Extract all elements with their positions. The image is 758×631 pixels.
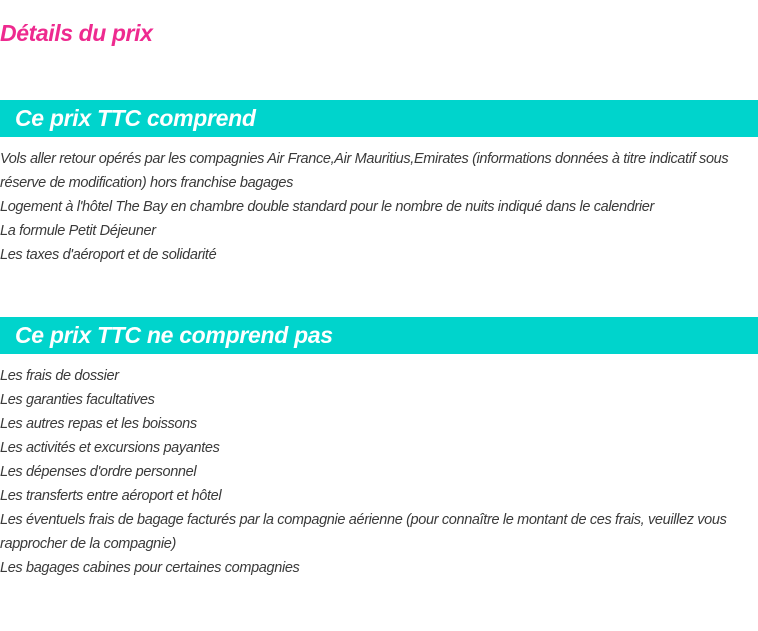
excluded-item-baggage-fees: Les éventuels frais de bagage facturés par la compagnie aérienne (pour connaître le montant de ces frais, veuillez vous rapprocher de la compagnie)	[0, 512, 727, 552]
excluded-item-meals-drinks: Les autres repas et les boissons	[0, 416, 197, 432]
excluded-section-title: Ce prix TTC ne comprend pas	[15, 322, 333, 348]
excluded-items-list	[0, 364, 756, 580]
included-item-flights: Vols aller retour opérés par les compagnies Air France,Air Mauritius,Emirates (informations données à titre indicatif sous réserve de modification) hors franchise bagages	[0, 151, 729, 191]
excluded-item-personal-expenses: Les dépenses d'ordre personnel	[0, 464, 197, 480]
excluded-item-cabin-baggage: Les bagages cabines pour certaines compagnies	[0, 560, 300, 576]
included-section-title: Ce prix TTC comprend	[15, 105, 256, 131]
included-item-taxes: Les taxes d'aéroport et de solidarité	[0, 247, 217, 263]
excluded-section-header	[0, 317, 758, 354]
excluded-item-booking-fees: Les frais de dossier	[0, 368, 119, 384]
page-title: Détails du prix	[0, 20, 153, 46]
excluded-item-paid-activities: Les activités et excursions payantes	[0, 440, 220, 456]
excluded-item-transfers: Les transferts entre aéroport et hôtel	[0, 488, 222, 504]
included-section-header	[0, 100, 758, 137]
included-item-accommodation: Logement à l'hôtel The Bay en chambre double standard pour le nombre de nuits indiqué dans le calendrier	[0, 199, 654, 215]
excluded-item-optional-insurance: Les garanties facultatives	[0, 392, 155, 408]
included-items-list	[0, 147, 756, 267]
included-item-breakfast: La formule Petit Déjeuner	[0, 223, 156, 239]
